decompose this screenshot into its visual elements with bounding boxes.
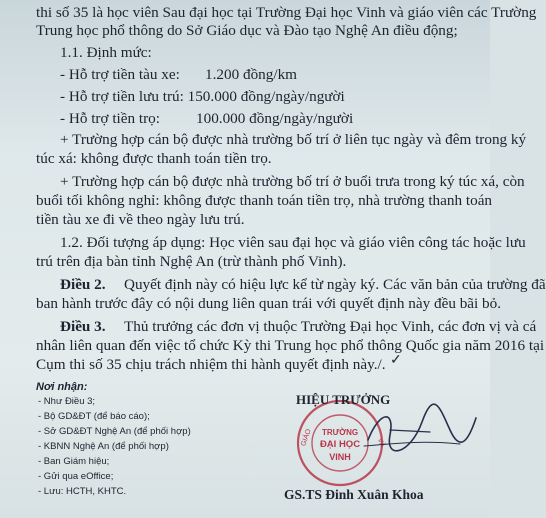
recipient-item: - Bộ GD&ĐT (để báo cáo); bbox=[38, 411, 150, 422]
article-2-label: Điều 2. bbox=[60, 276, 106, 293]
section-1-2-line-1: 1.2. Đối tượng áp dụng: Học viên sau đại học và giáo viên công tác hoặc lưu bbox=[60, 234, 526, 251]
stamp-text-line2: ĐẠI HỌC bbox=[319, 439, 361, 450]
article-2-line-2: ban hành trước đây có nội dung liên quan trái với quyết định này đều bãi bỏ. bbox=[36, 295, 502, 312]
recipient-item: - Sở GD&ĐT Nghệ An (để phối hợp) bbox=[38, 426, 191, 437]
body-line-2: Trung học phổ thông do Sở Giáo dục và Đào tạo Nghệ An điều động; bbox=[36, 22, 458, 39]
stamp-ring-left: GIÁO bbox=[300, 428, 313, 448]
body-line-1: thi số 35 là học viên Sau đại học tại Trường Đại học Vinh và giáo viên các Trường bbox=[36, 4, 537, 21]
section-1-2-line-2: trú trên địa bàn tỉnh Nghệ An (trừ thành phố Vinh). bbox=[36, 253, 347, 270]
stamp-ring-right: VÀ bbox=[375, 437, 386, 449]
article-3-line-1: Thủ trưởng các đơn vị thuộc Trường Đại học Vinh, các đơn vị và cá bbox=[124, 318, 537, 335]
article-3-line-2: nhân liên quan đến việc tổ chức Kỳ thi Trung học phổ thông Quốc gia năm 2016 tại bbox=[36, 337, 545, 354]
support-travel-value: 1.200 đồng/km bbox=[205, 66, 297, 83]
stamp-text-line1: TRƯỜNG bbox=[321, 428, 359, 437]
check-mark: ✓ bbox=[390, 353, 402, 368]
recipient-item: - Ban Giám hiệu; bbox=[38, 456, 110, 467]
recipient-item: - Lưu: HCTH, KHTC. bbox=[38, 486, 127, 497]
recipient-item: - Gửi qua eOffice; bbox=[38, 471, 114, 482]
article-2-line-1: Quyết định này có hiệu lực kể từ ngày ký. Các văn bản của trường đã bbox=[124, 276, 546, 293]
case-2-line-2: buổi tối không nghỉ: không được thanh toán tiền trọ, nhà trường thanh toán bbox=[36, 192, 493, 209]
support-lodging-line: - Hỗ trợ tiền lưu trú: 150.000 đồng/ngày/người bbox=[60, 88, 345, 105]
case-2-line-1: + Trường hợp cán bộ được nhà trường bố trí ở buổi trưa trong ký túc xá, còn bbox=[60, 173, 525, 190]
signer-name: GS.TS Đinh Xuân Khoa bbox=[284, 487, 424, 502]
support-room-value: 100.000 đồng/ngày/người bbox=[196, 110, 354, 127]
case-1-line-2: túc xá: không được thanh toán tiền trọ. bbox=[36, 150, 272, 167]
support-travel-label: - Hỗ trợ tiền tàu xe: bbox=[60, 66, 180, 83]
section-1-1-heading: 1.1. Định mức: bbox=[60, 44, 152, 61]
handwritten-signature bbox=[360, 400, 480, 460]
stamp-text-line3: VINH bbox=[329, 452, 351, 462]
recipient-item: - KBNN Nghệ An (để phối hợp) bbox=[38, 441, 169, 452]
recipients-title: Nơi nhận: bbox=[36, 381, 88, 393]
case-1-line-1: + Trường hợp cán bộ được nhà trường bố trí ở liên tục ngày và đêm trong ký bbox=[60, 131, 527, 148]
case-2-line-3: tiền tàu xe đi về theo ngày lưu trú. bbox=[36, 211, 245, 228]
recipient-item: - Như Điều 3; bbox=[38, 396, 96, 407]
support-room-label: - Hỗ trợ tiền trọ: bbox=[60, 110, 160, 127]
article-3-label: Điều 3. bbox=[60, 318, 106, 335]
article-3-line-3: Cụm thi số 35 chịu trách nhiệm thi hành quyết định này./. bbox=[36, 356, 386, 373]
signature-title: HIỆU TRƯỞNG bbox=[296, 392, 391, 407]
